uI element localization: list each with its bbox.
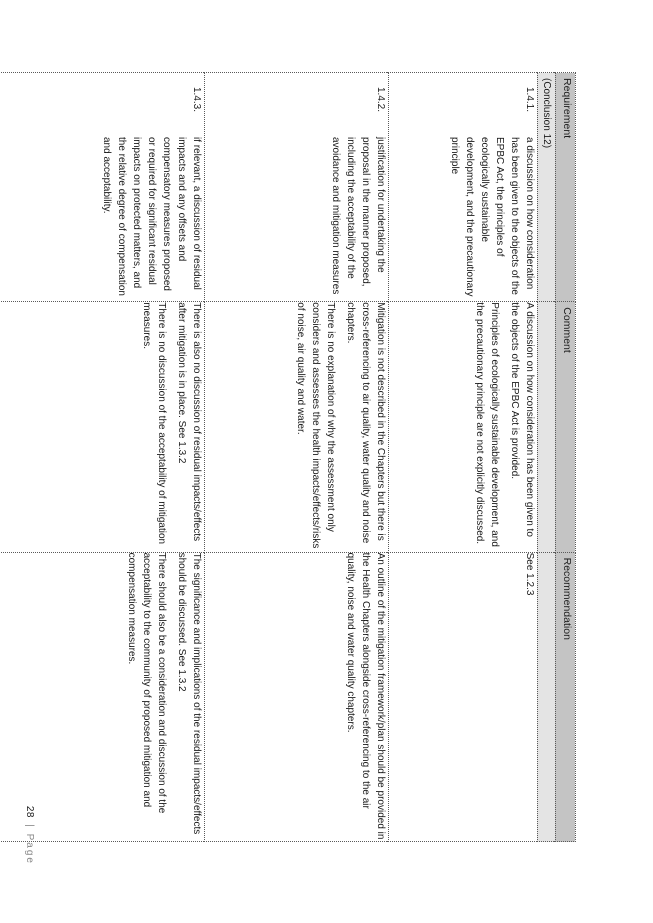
table-header-row [556,73,576,842]
continuation-empty-cell [538,552,556,841]
comment-paragraph: A discussion on how consideration has been given to the objects of the EPBC Act is provided. [509,302,535,537]
recommendation-cell [205,552,389,841]
requirement-text: if relevant, a discussion of residual impacts and any offsets and compensatory measures proposed or required for significant residual impacts on protected matters, and the relative degree of compensation and acceptability. [101,137,202,296]
comment-cell [0,302,205,552]
comment-cell [205,302,389,552]
recommendation-cell [389,552,538,841]
table-row [389,73,538,842]
header-recommendation: Recommendation [556,552,576,841]
requirement-number: 1.4.1. [524,87,535,113]
table-row [205,73,389,842]
continuation-row [538,73,556,842]
page-number: 28 [24,805,35,818]
requirement-number: 1.4.2. [375,87,386,113]
recommendation-paragraph: There should also be a consideration and discussion of the acceptability to the community of proposed mitigation and compensation measures. [126,552,167,814]
requirement-cell [389,73,538,302]
comment-paragraph: Principles of ecologically sustainable development, and the precautionary principle are not explicitly discussed. [474,302,500,547]
page-separator: | [24,824,35,828]
recommendation-cell [0,552,205,841]
requirement-text: a discussion on how consideration has been given to the objects of the EPBC Act, the principles of ecologically sustainable development, and the precautionary principle [449,137,535,297]
continuation-empty-cell [538,302,556,552]
comment-cell [389,302,538,552]
requirements-table [0,72,576,842]
comment-paragraph: There is also no discussion of residual impacts/effects after mitigation is in place. See 1.3.2 [176,302,202,542]
continuation-label: (Conclusion 12) [538,73,556,302]
page-footer [24,806,35,865]
requirement-cell [205,73,389,302]
comment-paragraph: There is no explanation of why the assessment only considers and assesses the health impacts/effects/risks of noise, air quality and water. [295,302,336,549]
table-row [0,73,205,842]
page-word: Page [24,833,35,865]
requirement-cell [0,73,205,302]
recommendation-paragraph: The significance and implications of the residual impacts/effects should be discussed. See 1.3.2 [176,552,202,835]
header-requirement: Requirement [556,73,576,302]
requirement-text: justification for undertaking the proposal in the manner proposed, including the acceptability of the avoidance and mitigation measures [330,137,386,295]
recommendation-paragraph: An outline of the mitigation framework/plan should be provided in the Health Chapters alongside cross-referencing to the air quality, noise and water quality chapters. [345,552,386,840]
comment-paragraph: Mitigation is not described in the Chapters but there is cross-referencing to air quality, water quality and noise chapters. [345,302,386,544]
requirement-number: 1.4.3. [191,87,202,113]
header-comment: Comment [556,302,576,552]
recommendation-paragraph: See 1.2.3 [524,552,535,596]
comment-paragraph: There is no discussion of the acceptability of mitigation measures. [141,302,167,545]
